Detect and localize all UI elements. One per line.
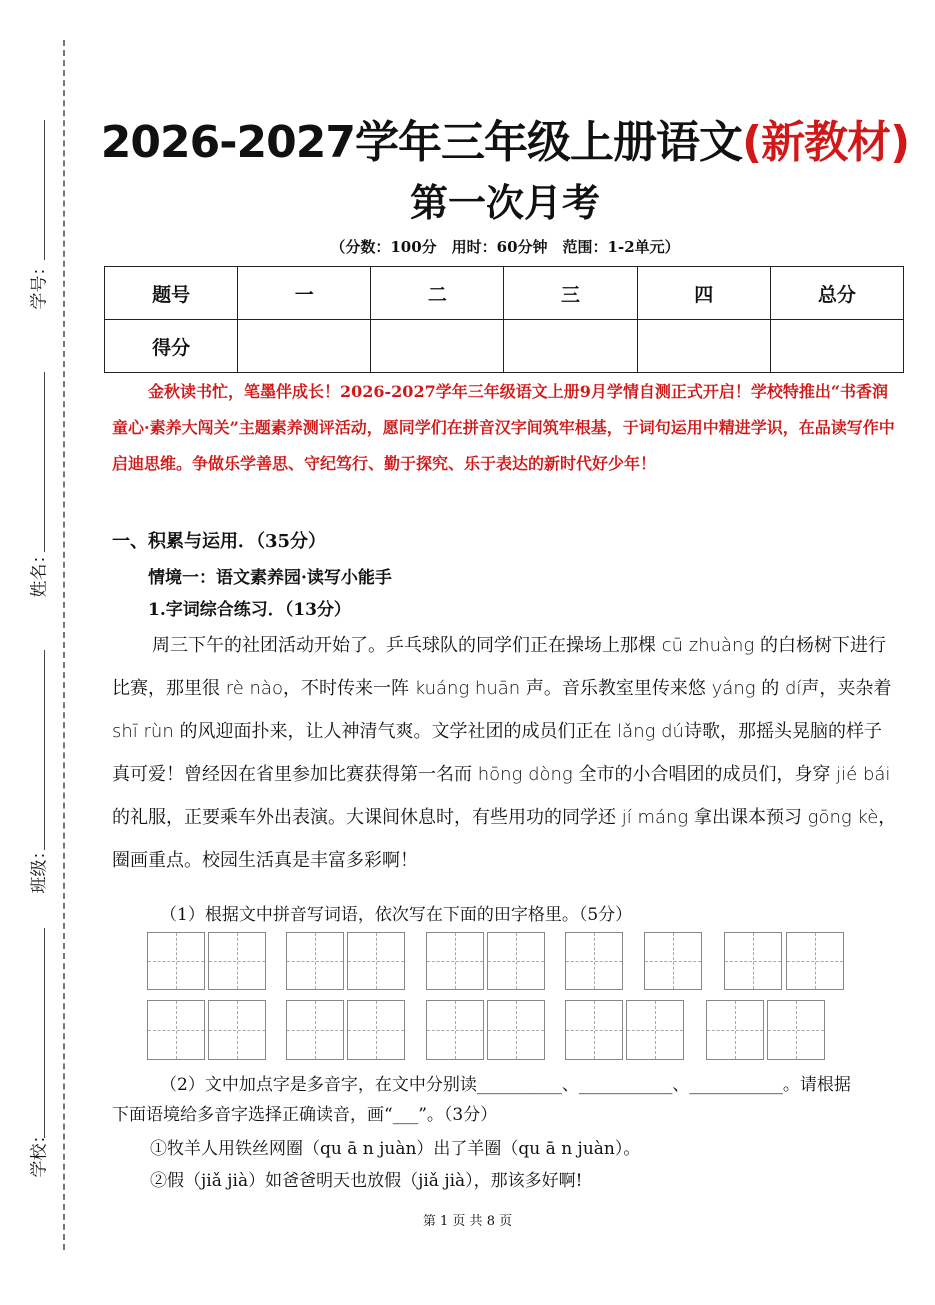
score-table: [104, 266, 904, 373]
score-header: 总分: [770, 267, 903, 320]
question-1-2: [112, 1070, 902, 1130]
score-header: 四: [637, 267, 770, 320]
tianzige-cell[interactable]: [147, 1000, 205, 1060]
question-title: 1.字词综合练习．（13分）: [148, 600, 351, 620]
score-cell[interactable]: [770, 320, 903, 373]
tianzige-cell[interactable]: [208, 932, 266, 990]
tianzige-cell[interactable]: [626, 1000, 684, 1060]
context-title: 情境一：语文素养园·读写小能手: [148, 568, 392, 588]
class-label: 班级：: [29, 842, 50, 894]
tianzige-cell[interactable]: [644, 932, 702, 990]
student-no-line: [44, 120, 45, 260]
score-header: 题号: [105, 267, 238, 320]
tianzige-cell[interactable]: [487, 1000, 545, 1060]
score-header: 三: [504, 267, 637, 320]
tianzige-cell[interactable]: [208, 1000, 266, 1060]
tianzige-cell[interactable]: [565, 932, 623, 990]
school-line: [44, 928, 45, 1138]
tianzige-cell[interactable]: [565, 1000, 623, 1060]
class-line: [44, 650, 45, 850]
section-title: 一、积累与运用．（35分）: [112, 531, 327, 552]
intro-paragraph: 金秋读书忙，笔墨伴成长！2026-2027学年三年级语文上册9月学情自测正式开启！学校特推出“书香润童心·素养大闯关”主题素养测评活动，愿同学们在拼音汉字间筑牢根基，于词句运用中精进学识，在品读写作中启迪思维。争做乐学善思、守纪笃行、勤于探究、乐于表达的新时代好少年！: [112, 382, 895, 473]
title-badge: (新教材): [741, 117, 910, 168]
tianzige-cell[interactable]: [286, 1000, 344, 1060]
tianzige-cell[interactable]: [426, 1000, 484, 1060]
tianzige-cell[interactable]: [724, 932, 782, 990]
reading-passage: 周三下午的社团活动开始了。乒乓球队的同学们正在操场上那棵 cū zhuàng 的白杨树下进行比赛，那里很 rè nào，不时传来一阵 kuáng huān 声。音乐教室里传来悠 yáng 的 dí声，夹杂着 shī rùn 的风迎面扑来，让人神清气爽。文学社团的成员们正在 lǎng dú诗歌，那摇头晃脑的样子真可爱！曾经因在省里参加比赛获得第一名而 hōng dòng 全市的小合唱团的成员们，身穿 jié bái 的礼服，正要乘车外出表演。大课间休息时，有些用功的同学还 jí máng 拿出课本预习 gōng kè，圈画重点。校园生活真是丰富多彩啊！: [112, 635, 897, 871]
option-2: ②假（jiǎ jià）如爸爸明天也放假（jiǎ jià），那该多好啊!: [150, 1171, 583, 1191]
school-label: 学校：: [29, 1126, 50, 1178]
question-1-2-line2: 下面语境给多音字选择正确读音，画“___”。（3分）: [112, 1105, 498, 1125]
score-header: 二: [371, 267, 504, 320]
question-1-1: （1）根据文中拼音写词语，依次写在下面的田字格里。（5分）: [160, 905, 633, 925]
option-1: ①牧羊人用铁丝网圈（qu ā n juàn）出了羊圈（qu ā n juàn）。: [150, 1139, 641, 1159]
tianzige-cell[interactable]: [347, 932, 405, 990]
cut-line: [63, 40, 65, 1250]
tianzige-cell[interactable]: [767, 1000, 825, 1060]
page-number: 第 1 页 共 8 页: [422, 1214, 513, 1229]
tianzige-cell[interactable]: [487, 932, 545, 990]
tianzige-cell[interactable]: [147, 932, 205, 990]
tianzige-cell[interactable]: [347, 1000, 405, 1060]
question-1-2-line1: （2）文中加点字是多音字，在文中分别读__________、___________、___________。请根据: [160, 1075, 851, 1095]
name-line: [44, 372, 45, 552]
tianzige-cell[interactable]: [786, 932, 844, 990]
tianzige-cell[interactable]: [706, 1000, 764, 1060]
exam-title: 2026-2027学年三年级上册语文(新教材): [100, 117, 910, 168]
score-cell[interactable]: [504, 320, 637, 373]
score-cell[interactable]: [637, 320, 770, 373]
tianzige-cell[interactable]: [286, 932, 344, 990]
tianzige-cell[interactable]: [426, 932, 484, 990]
exam-info: （分数：100分 用时：60分钟 范围：1-2单元）: [330, 238, 680, 256]
score-cell[interactable]: [238, 320, 371, 373]
binding-margin: [0, 0, 70, 1305]
score-row-label: 得分: [105, 320, 238, 373]
name-label: 姓名：: [29, 546, 50, 598]
student-no-label: 学号：: [29, 258, 50, 310]
score-header: 一: [238, 267, 371, 320]
exam-subtitle: 第一次月考: [409, 181, 600, 225]
score-cell[interactable]: [371, 320, 504, 373]
